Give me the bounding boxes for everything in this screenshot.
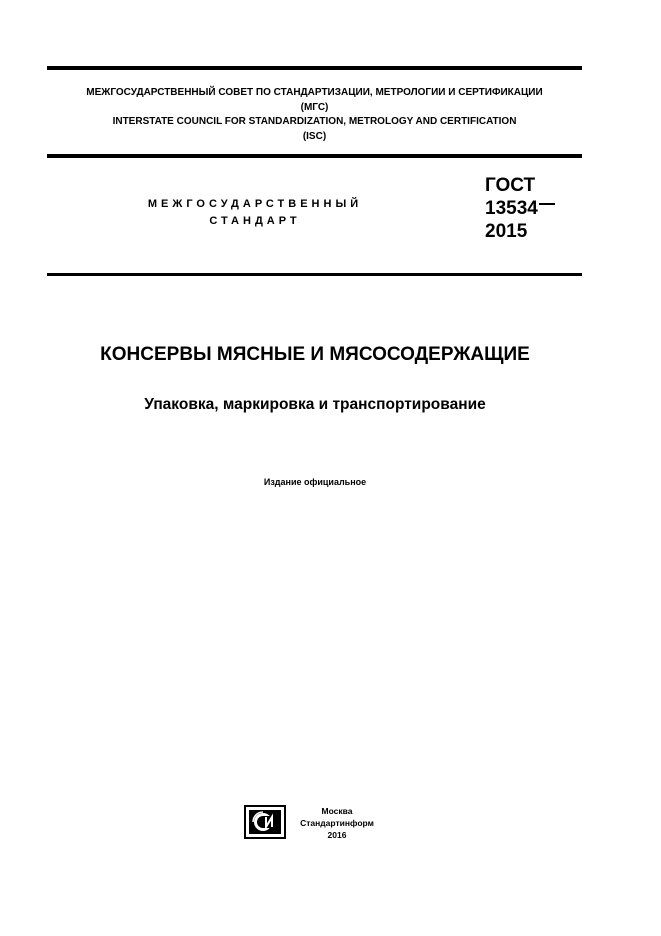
top-rule <box>47 66 582 70</box>
gost-dash <box>539 203 555 205</box>
gost-designation <box>485 174 555 243</box>
publisher-block <box>290 805 384 841</box>
publisher-year: 2016 <box>327 830 347 840</box>
standartinform-logo-icon <box>244 804 288 840</box>
gost-number-line <box>485 197 555 220</box>
document-title: КОНСЕРВЫ МЯСНЫЕ И МЯСОСОДЕРЖАЩИЕ <box>100 344 530 365</box>
gost-year: 2015 <box>485 221 528 242</box>
header-divider-rule <box>47 154 582 158</box>
standard-type <box>120 196 390 230</box>
publisher-city: Москва <box>321 806 353 816</box>
designation-divider-rule <box>47 273 582 276</box>
council-abbr-en: (ISC) <box>302 130 327 142</box>
council-name-en: INTERSTATE COUNCIL FOR STANDARDIZATION, METROLOGY AND CERTIFICATION <box>112 116 517 127</box>
publisher-name: Стандартинформ <box>300 818 374 828</box>
document-subtitle: Упаковка, маркировка и транспортирование <box>144 396 486 413</box>
council-abbr-ru: (МГС) <box>300 101 329 113</box>
edition-label: Издание официальное <box>263 477 367 487</box>
council-name-ru: МЕЖГОСУДАРСТВЕННЫЙ СОВЕТ ПО СТАНДАРТИЗАЦИИ, МЕТРОЛОГИИ И СЕРТИФИКАЦИИ <box>86 87 543 98</box>
gost-label: ГОСТ <box>485 175 536 196</box>
standard-type-line1: МЕЖГОСУДАРСТВЕННЫЙ <box>147 198 363 210</box>
standard-type-line2: СТАНДАРТ <box>209 215 301 227</box>
council-header <box>47 86 582 144</box>
gost-number: 13534 <box>485 198 538 219</box>
